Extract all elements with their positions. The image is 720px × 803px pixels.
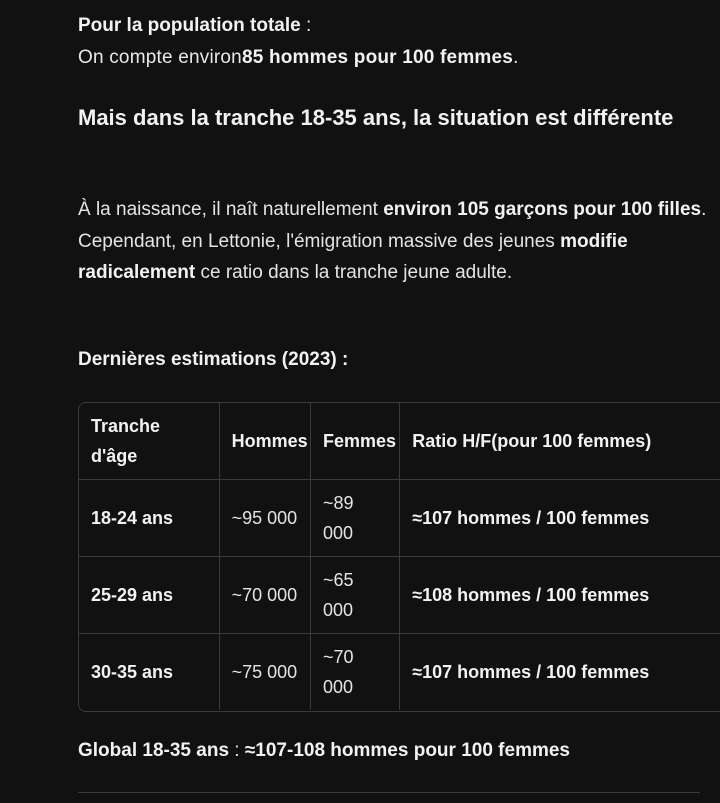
paragraph-bold-1: environ 105 garçons pour 100 filles: [383, 199, 702, 220]
cell-women: ~65 000: [310, 556, 399, 633]
global-value: ≈107-108 hommes pour 100 femmes: [244, 740, 570, 761]
header-men: Hommes: [219, 403, 310, 479]
cell-women: ~70 000: [310, 633, 399, 710]
cell-men: ~75 000: [219, 633, 310, 710]
cell-men: ~95 000: [219, 479, 310, 556]
table-row: [79, 633, 720, 710]
cell-age-group: 30-35 ans: [79, 633, 219, 710]
explanation-paragraph: [78, 194, 713, 289]
estimates-title: Dernières estimations (2023) :: [78, 349, 349, 370]
header-ratio: Ratio H/F(pour 100 femmes): [400, 403, 720, 479]
cell-ratio: ≈108 hommes / 100 femmes: [400, 556, 720, 633]
global-separator: :: [229, 740, 245, 761]
paragraph-text-3: ce ratio dans la tranche jeune adulte.: [195, 262, 513, 283]
table-header-row: [79, 403, 720, 479]
cell-ratio: ≈107 hommes / 100 femmes: [400, 633, 720, 710]
cell-age-group: 25-29 ans: [79, 556, 219, 633]
section-heading: Mais dans la tranche 18-35 ans, la situation est différente: [78, 105, 674, 130]
population-ratio-suffix: .: [513, 47, 519, 68]
population-ratio-prefix: On compte environ: [78, 47, 242, 68]
paragraph-text-2: . Cependant, en Lettonie, l'émigration massive des jeunes: [78, 199, 707, 252]
paragraph-bold-2: modifie radicalement: [78, 230, 628, 283]
header-age-group: Tranche d'âge: [79, 403, 219, 479]
header-women: Femmes: [310, 403, 399, 479]
estimates-table-container[interactable]: [78, 402, 720, 712]
population-label-line: [78, 14, 311, 38]
global-label: Global 18-35 ans: [78, 740, 230, 761]
global-summary: [78, 738, 570, 764]
table-row: [79, 556, 720, 633]
cell-women: ~89 000: [310, 479, 399, 556]
cell-men: ~70 000: [219, 556, 310, 633]
population-ratio-value: 85 hommes pour 100 femmes: [241, 47, 514, 68]
population-label: Pour la population totale: [78, 15, 301, 36]
estimates-table: [79, 403, 720, 710]
population-ratio-line: [78, 46, 519, 70]
section-divider: [78, 792, 700, 793]
population-label-suffix: :: [300, 15, 312, 36]
table-row: [79, 479, 720, 556]
cell-age-group: 18-24 ans: [79, 479, 219, 556]
paragraph-text-1: À la naissance, il naît naturellement: [78, 199, 384, 220]
cell-ratio: ≈107 hommes / 100 femmes: [400, 479, 720, 556]
